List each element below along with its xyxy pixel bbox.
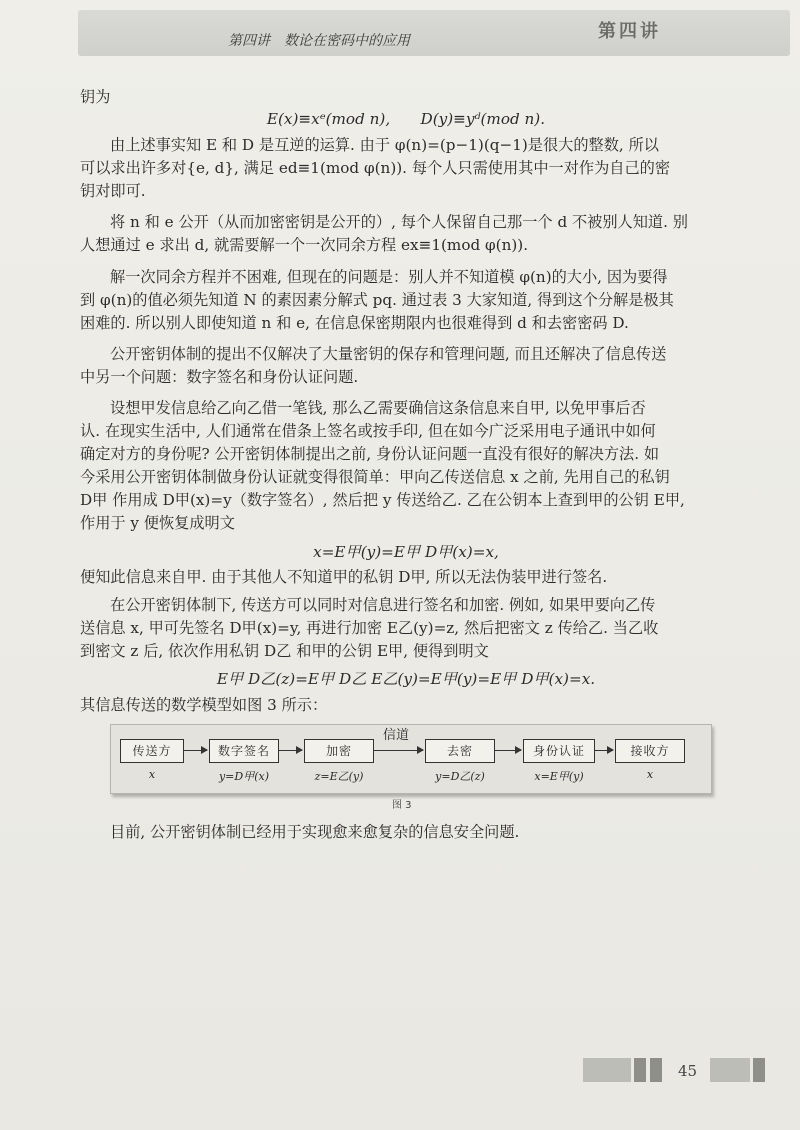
text-line: 到密文 z 后, 依次作用私钥 D乙 和甲的公钥 E甲, 便得到明文 (80, 642, 489, 660)
footer-decor-block (650, 1058, 662, 1082)
diagram-sublabel: x (646, 768, 654, 781)
text-line: 确定对方的身份呢? 公开密钥体制提出之前, 身份认证问题一直没有很好的解决方法. 如 (80, 445, 660, 463)
formula-line: x=E甲(y)=E甲 D甲(x)=x, (313, 543, 499, 561)
diagram-sublabel: x (148, 768, 156, 781)
footer-decor-block (753, 1058, 765, 1082)
chapter-label: 第四讲 (598, 21, 661, 42)
text-line: 将 n 和 e 公开（从而加密密钥是公开的）, 每个人保留自己那一个 d 不被别人知道. 别 (110, 213, 688, 231)
arrow-icon (184, 750, 207, 751)
diagram-box-signature: 数字签名 (209, 739, 279, 763)
arrow-icon (495, 750, 521, 751)
text-line: 中另一个问题：数字签名和身份认证问题. (80, 368, 359, 386)
diagram-box-encrypt: 加密 (304, 739, 374, 763)
text-line: 人想通过 e 求出 d, 就需要解一个一次同余方程 ex≡1(mod φ(n)). (80, 236, 529, 254)
text-line: 设想甲发信息给乙向乙借一笔钱, 那么乙需要确信这条信息来自甲, 以免甲事后否 (110, 399, 646, 417)
text-line: 便知此信息来自甲. 由于其他人不知道甲的私钥 D甲, 所以无法伪装甲进行签名. (80, 568, 608, 586)
text-line: D甲 作用成 D甲(x)=y（数字签名）, 然后把 y 传送给乙. 乙在公钥本上查到甲的公钥 E甲, (80, 491, 685, 509)
diagram-sublabel: x=E甲(y) (534, 770, 584, 783)
text-line: 作用于 y 便恢复成明文 (80, 514, 235, 532)
footer-decor-block (634, 1058, 646, 1082)
text-line: 解一次同余方程并不困难, 但现在的问题是：别人并不知道模 φ(n)的大小, 因为要得 (110, 268, 668, 286)
info-transfer-diagram (110, 724, 712, 794)
arrow-icon (279, 750, 302, 751)
text-line: 在公开密钥体制下, 传送方可以同时对信息进行签名和加密. 例如, 如果甲要向乙传 (110, 596, 656, 614)
text-line: 其信息传送的数学模型如图 3 所示： (80, 696, 328, 714)
running-header-title: 第四讲 数论在密码中的应用 (228, 33, 410, 49)
page-number: 45 (678, 1062, 698, 1080)
page-header-band (78, 10, 790, 56)
diagram-box-receiver: 接收方 (615, 739, 685, 763)
diagram-box-decrypt: 去密 (425, 739, 495, 763)
diagram-box-sender: 传送方 (120, 739, 184, 763)
diagram-sublabel: y=D甲(x) (218, 770, 270, 783)
text-line: 钥为 (80, 88, 111, 106)
diagram-box-authentication: 身份认证 (523, 739, 595, 763)
formula-line: E甲 D乙(z)=E甲 D乙 E乙(y)=E甲(y)=E甲 D甲(x)=x. (216, 670, 596, 688)
footer-decor-block (583, 1058, 631, 1082)
text-line: 钥对即可. (80, 182, 146, 200)
arrow-icon (595, 750, 613, 751)
text-line: 可以求出许多对{e, d}, 满足 ed≡1(mod φ(n)). 每个人只需使用其中一对作为自己的密 (80, 159, 671, 177)
text-line: 认. 在现实生活中, 人们通常在借条上签名或按手印, 但在如今广泛采用电子通讯中如何 (80, 422, 656, 440)
diagram-sublabel: z=E乙(y) (314, 770, 364, 783)
figure-caption: 图 3 (392, 800, 412, 811)
footer-decor-block (710, 1058, 750, 1082)
channel-label: 信道 (383, 728, 410, 743)
text-line: 困难的. 所以别人即使知道 n 和 e, 在信息保密期限内也很难得到 d 和去密密码 D. (80, 314, 629, 332)
text-line: 由上述事实知 E 和 D 是互逆的运算. 由于 φ(n)=(p−1)(q−1)是很大的整数, 所以 (110, 136, 659, 154)
diagram-sublabel: y=D乙(z) (435, 770, 485, 783)
channel-arrow-icon (374, 750, 423, 751)
text-line: 今采用公开密钥体制做身份认证就变得很简单：甲向乙传送信息 x 之前, 先用自己的私钥 (80, 468, 670, 486)
text-line: 公开密钥体制的提出不仅解决了大量密钥的保存和管理问题, 而且还解决了信息传送 (110, 345, 667, 363)
text-line: 目前, 公开密钥体制已经用于实现愈来愈复杂的信息安全问题. (110, 823, 520, 841)
text-line: 送信息 x, 甲可先签名 D甲(x)=y, 再进行加密 E乙(y)=z, 然后把密文 z 传给乙. 当乙收 (80, 619, 659, 637)
text-line: 到 φ(n)的值必须先知道 N 的素因素分解式 pq. 通过表 3 大家知道, 得到这个分解是极其 (80, 291, 674, 309)
formula-line: E(x)≡xᵉ(mod n), D(y)≡yᵈ(mod n). (266, 110, 546, 128)
